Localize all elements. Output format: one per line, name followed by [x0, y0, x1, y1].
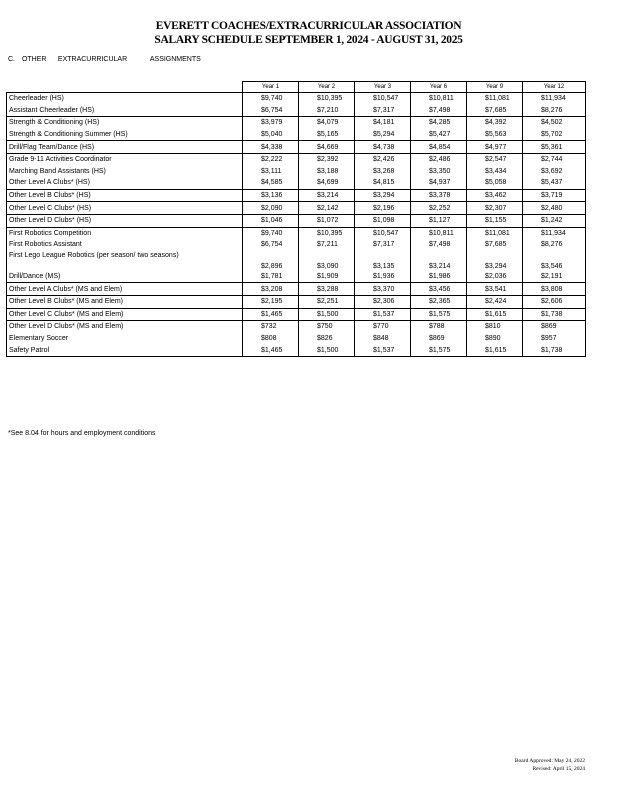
row-label: Strength & Conditioning Summer (HS) [7, 129, 243, 141]
document-title-line-2: SALARY SCHEDULE SEPTEMBER 1, 2024 - AUGUST 31, 2025 [154, 34, 463, 46]
salary-cell: $3,462 [467, 189, 523, 202]
row-label: Other Level A Clubs* (HS) [7, 177, 243, 189]
section-heading [8, 56, 201, 63]
row-label: Grade 9-11 Activities Coordinator [7, 153, 243, 165]
table-row [7, 308, 586, 321]
salary-cell: $4,937 [411, 177, 467, 189]
table-row [7, 344, 586, 356]
salary-cell: $11,081 [467, 227, 523, 239]
salary-cell: $2,896 [243, 251, 299, 271]
salary-cell: $1,909 [299, 271, 355, 283]
row-label: Other Level D Clubs* (MS and Elem) [7, 321, 243, 333]
salary-cell: $5,058 [467, 177, 523, 189]
salary-table [6, 81, 586, 357]
salary-cell: $3,808 [523, 283, 586, 296]
salary-cell: $1,127 [411, 214, 467, 227]
row-label: First Lego League Robotics (per season/ two seasons) [7, 251, 243, 271]
salary-cell: $1,072 [299, 214, 355, 227]
table-row [7, 321, 586, 333]
salary-cell: $2,306 [355, 295, 411, 308]
salary-cell: $3,090 [299, 251, 355, 271]
salary-cell: $4,502 [523, 117, 586, 129]
salary-cell: $10,547 [355, 93, 411, 105]
salary-cell: $3,979 [243, 117, 299, 129]
salary-cell: $2,365 [411, 295, 467, 308]
salary-cell: $4,815 [355, 177, 411, 189]
table-row [7, 105, 586, 117]
salary-cell: $2,486 [411, 153, 467, 165]
row-label: Strength & Conditioning (HS) [7, 117, 243, 129]
table-row [7, 214, 586, 227]
table-header-blank [7, 82, 243, 93]
salary-cell: $4,669 [299, 141, 355, 154]
salary-cell: $11,934 [523, 93, 586, 105]
salary-cell: $2,426 [355, 153, 411, 165]
salary-cell: $2,480 [523, 202, 586, 215]
salary-cell: $1,046 [243, 214, 299, 227]
column-header: Year 9 [467, 82, 523, 93]
salary-cell: $2,547 [467, 153, 523, 165]
salary-cell: $3,111 [243, 166, 299, 178]
table-row [7, 251, 586, 271]
salary-cell: $9,740 [243, 93, 299, 105]
salary-cell: $1,781 [243, 271, 299, 283]
salary-cell: $5,437 [523, 177, 586, 189]
salary-cell: $7,685 [467, 105, 523, 117]
table-row [7, 333, 586, 345]
table-header-row [7, 82, 586, 93]
row-label: Elementary Soccer [7, 333, 243, 345]
salary-cell: $2,744 [523, 153, 586, 165]
salary-cell: $2,196 [355, 202, 411, 215]
row-label: Other Level D Clubs* (HS) [7, 214, 243, 227]
salary-cell: $6,754 [243, 105, 299, 117]
section-word-other: OTHER [21, 56, 47, 63]
salary-cell: $8,276 [523, 239, 586, 251]
salary-cell: $7,211 [299, 239, 355, 251]
salary-cell: $3,719 [523, 189, 586, 202]
salary-cell: $4,977 [467, 141, 523, 154]
table-row [7, 166, 586, 178]
salary-cell: $3,378 [411, 189, 467, 202]
salary-cell: $7,685 [467, 239, 523, 251]
salary-cell: $732 [243, 321, 299, 333]
salary-cell: $3,136 [243, 189, 299, 202]
salary-cell: $3,214 [411, 251, 467, 271]
salary-cell: $1,575 [411, 344, 467, 356]
table-row [7, 93, 586, 105]
salary-cell: $2,191 [523, 271, 586, 283]
table-row [7, 295, 586, 308]
salary-cell: $1,537 [355, 344, 411, 356]
table-row [7, 153, 586, 165]
table-row [7, 141, 586, 154]
salary-cell: $3,214 [299, 189, 355, 202]
row-label: Other Level C Clubs* (HS) [7, 202, 243, 215]
revised-date: Revised: April 15, 2024 [532, 766, 585, 772]
salary-cell: $1,465 [243, 308, 299, 321]
column-header: Year 6 [411, 82, 467, 93]
salary-cell: $2,424 [467, 295, 523, 308]
salary-cell: $10,811 [411, 93, 467, 105]
salary-cell: $808 [243, 333, 299, 345]
section-word-extracurricular: EXTRACURRICULAR [57, 56, 128, 63]
salary-cell: $5,294 [355, 129, 411, 141]
salary-cell: $2,606 [523, 295, 586, 308]
salary-cell: $1,098 [355, 214, 411, 227]
salary-cell: $1,615 [467, 308, 523, 321]
salary-cell: $3,208 [243, 283, 299, 296]
salary-cell: $826 [299, 333, 355, 345]
row-label: Other Level C Clubs* (MS and Elem) [7, 308, 243, 321]
salary-cell: $6,754 [243, 239, 299, 251]
salary-cell: $5,702 [523, 129, 586, 141]
salary-cell: $4,738 [355, 141, 411, 154]
row-label: First Robotics Assistant [7, 239, 243, 251]
table-row [7, 239, 586, 251]
salary-cell: $2,222 [243, 153, 299, 165]
salary-cell: $7,317 [355, 239, 411, 251]
salary-cell: $4,285 [411, 117, 467, 129]
salary-cell: $1,575 [411, 308, 467, 321]
salary-cell: $11,081 [467, 93, 523, 105]
column-header: Year 1 [243, 82, 299, 93]
column-header: Year 12 [523, 82, 586, 93]
column-header: Year 2 [299, 82, 355, 93]
salary-cell: $4,585 [243, 177, 299, 189]
salary-cell: $957 [523, 333, 586, 345]
table-row [7, 283, 586, 296]
table-row [7, 117, 586, 129]
salary-cell: $10,395 [299, 93, 355, 105]
salary-cell: $750 [299, 321, 355, 333]
salary-cell: $4,338 [243, 141, 299, 154]
row-label: Drill/Flag Team/Dance (HS) [7, 141, 243, 154]
salary-cell: $5,427 [411, 129, 467, 141]
table-body [7, 93, 586, 357]
row-label: Other Level A Clubs* (MS and Elem) [7, 283, 243, 296]
salary-cell: $3,294 [355, 189, 411, 202]
salary-cell: $10,811 [411, 227, 467, 239]
row-label: Assistant Cheerleader (HS) [7, 105, 243, 117]
row-label: First Robotics Competition [7, 227, 243, 239]
salary-cell: $869 [411, 333, 467, 345]
salary-cell: $2,307 [467, 202, 523, 215]
salary-cell: $7,498 [411, 105, 467, 117]
salary-cell: $3,268 [355, 166, 411, 178]
salary-cell: $3,541 [467, 283, 523, 296]
salary-cell: $3,135 [355, 251, 411, 271]
salary-cell: $1,155 [467, 214, 523, 227]
salary-cell: $788 [411, 321, 467, 333]
salary-cell: $4,392 [467, 117, 523, 129]
salary-cell: $5,563 [467, 129, 523, 141]
salary-cell: $2,251 [299, 295, 355, 308]
table-row [7, 129, 586, 141]
section-letter: C. [8, 56, 15, 63]
salary-cell: $2,090 [243, 202, 299, 215]
salary-cell: $3,692 [523, 166, 586, 178]
table-row [7, 271, 586, 283]
salary-cell: $8,276 [523, 105, 586, 117]
salary-cell: $3,456 [411, 283, 467, 296]
salary-cell: $1,738 [523, 308, 586, 321]
salary-cell: $4,181 [355, 117, 411, 129]
row-label: Drill/Dance (MS) [7, 271, 243, 283]
salary-cell: $1,936 [355, 271, 411, 283]
footnote: *See 8.04 for hours and employment conditions [8, 430, 156, 437]
column-header: Year 3 [355, 82, 411, 93]
section-word-assignments: ASSIGNMENTS [149, 56, 201, 63]
row-label: Cheerleader (HS) [7, 93, 243, 105]
salary-cell: $3,434 [467, 166, 523, 178]
salary-cell: $10,395 [299, 227, 355, 239]
document-title-line-1: EVERETT COACHES/EXTRACURRICULAR ASSOCIATION [155, 20, 462, 32]
salary-cell: $2,142 [299, 202, 355, 215]
salary-cell: $1,615 [467, 344, 523, 356]
salary-cell: $5,040 [243, 129, 299, 141]
salary-cell: $1,500 [299, 308, 355, 321]
salary-cell: $3,546 [523, 251, 586, 271]
salary-cell: $1,537 [355, 308, 411, 321]
row-label: Other Level B Clubs* (MS and Elem) [7, 295, 243, 308]
salary-cell: $2,195 [243, 295, 299, 308]
salary-cell: $869 [523, 321, 586, 333]
salary-cell: $2,392 [299, 153, 355, 165]
salary-cell: $3,350 [411, 166, 467, 178]
salary-cell: $7,210 [299, 105, 355, 117]
row-label: Marching Band Assistants (HS) [7, 166, 243, 178]
table-row [7, 202, 586, 215]
salary-cell: $3,294 [467, 251, 523, 271]
row-label: Other Level B Clubs* (HS) [7, 189, 243, 202]
salary-cell: $4,854 [411, 141, 467, 154]
salary-cell: $3,370 [355, 283, 411, 296]
salary-cell: $1,986 [411, 271, 467, 283]
salary-cell: $4,079 [299, 117, 355, 129]
salary-cell: $848 [355, 333, 411, 345]
salary-cell: $9,740 [243, 227, 299, 239]
salary-cell: $770 [355, 321, 411, 333]
salary-cell: $11,934 [523, 227, 586, 239]
salary-cell: $2,036 [467, 271, 523, 283]
salary-cell: $5,361 [523, 141, 586, 154]
salary-cell: $2,252 [411, 202, 467, 215]
salary-cell: $5,165 [299, 129, 355, 141]
salary-cell: $810 [467, 321, 523, 333]
table-row [7, 227, 586, 239]
salary-cell: $10,547 [355, 227, 411, 239]
table-row [7, 177, 586, 189]
salary-cell: $4,699 [299, 177, 355, 189]
table-row [7, 189, 586, 202]
salary-cell: $3,188 [299, 166, 355, 178]
salary-cell: $1,738 [523, 344, 586, 356]
salary-cell: $3,288 [299, 283, 355, 296]
board-approved-date: Board Approved: May 24, 2022 [514, 758, 585, 764]
salary-cell: $890 [467, 333, 523, 345]
salary-cell: $1,242 [523, 214, 586, 227]
salary-cell: $7,498 [411, 239, 467, 251]
salary-cell: $1,500 [299, 344, 355, 356]
salary-cell: $7,317 [355, 105, 411, 117]
row-label: Safety Patrol [7, 344, 243, 356]
salary-cell: $1,465 [243, 344, 299, 356]
